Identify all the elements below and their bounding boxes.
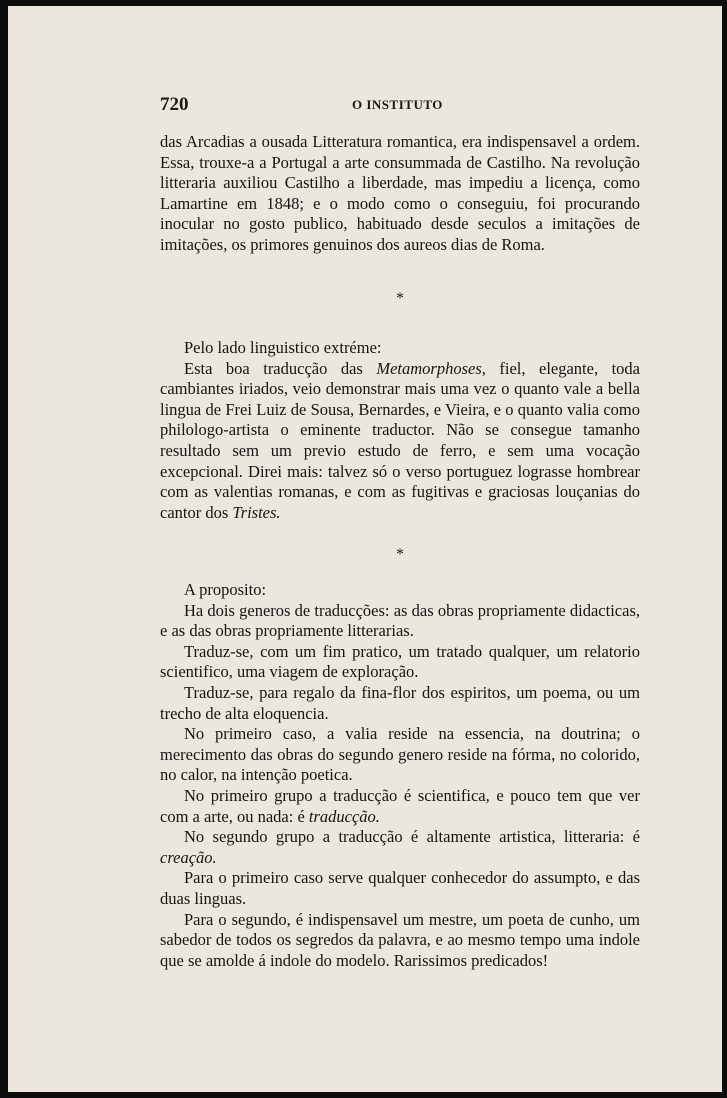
paragraph-conhecedor: Para o primeiro caso serve qualquer conhecedor do assumpto, e das duas linguas.: [160, 868, 640, 908]
paragraph-primeiro-grupo: [160, 786, 640, 827]
paragraph-mestre: Para o segundo, é indispensavel um mestre, um poeta de cunho, um sabedor de todos os segredos da palavra, e ao mesmo tempo uma indole que se amolde á indole do modelo. Rarissimos predicados!: [160, 909, 640, 970]
page-number: 720: [160, 94, 189, 115]
intro-linguistico: Pelo lado linguistico extréme:: [184, 338, 382, 357]
paragraph-arcadias: das Arcadias a ousada Litteratura romantica, era indispensavel a ordem. Essa, trouxe-a a Portugal a arte consummada de Castilho. Na revolução litteraria auxiliou Castilho a liberdade, mas impediu a licença, como Lamartine em 1848; e o modo como o conseguiu, foi procurando inocular no gosto publico, habituado desde seculos a imitações de imitações, os primores genuinos dos aureos dias de Roma.: [160, 132, 640, 254]
paragraph-primeiro-caso: No primeiro caso, a valia reside na essencia, na doutrina; o merecimento das obras do segundo genero reside na fórma, no colorido, no calor, na intenção poetica.: [160, 724, 640, 785]
emphasis-traduccao: traducção.: [308, 806, 380, 826]
intro-proposito: A proposito:: [184, 580, 267, 599]
section-separator-2: *: [396, 546, 404, 563]
section-separator-1: *: [396, 290, 404, 307]
section-proposito: [160, 580, 640, 971]
paragraph-fina-flor: Traduz-se, para regalo da fina-flor dos espiritos, um poema, ou um trecho de alta eloquencia.: [160, 682, 640, 723]
text-span: Esta boa traducção das: [184, 358, 377, 378]
paragraph-fim-pratico: Traduz-se, com um fim pratico, um tratado qualquer, um relatorio scientifico, uma viagem de exploração.: [160, 641, 640, 682]
paragraph-segundo-grupo: [160, 827, 640, 868]
running-title: O INSTITUTO: [352, 97, 443, 112]
emphasis-creacao: creação.: [160, 847, 217, 867]
page-header: [160, 94, 630, 118]
paragraph-metamorphoses: [160, 359, 640, 524]
text-span: fiel, elegante, toda cambiantes iriados, veio demonstrar mais uma vez o quanto vale a bella lingua de Frei Luiz de Sousa, Bernardes, e Vieira, e o quanto valia como philologo-artista o eminente traductor. Não se consegue tamanho resultado sem um previo estudo de ferro, e sem uma vocação excepcional. Direi mais: talvez só o verso portuguez lograsse hombrear com as valentias romanas, e com as fugitivas e graciosas louçanias do cantor dos: [160, 358, 640, 522]
section-linguistico: [160, 338, 640, 523]
paragraph-generos: Ha dois generos de traducções: as das obras propriamente didacticas, e as das obras propriamente litterarias.: [160, 600, 640, 641]
book-title-tristes: Tristes.: [232, 502, 281, 522]
text-span: No primeiro grupo a traducção é scientifica, e pouco tem que ver com a arte, ou nada: é: [160, 785, 640, 826]
book-title-metamorphoses: Metamorphoses,: [376, 358, 486, 378]
book-page: [8, 6, 722, 1092]
section-arcadias: [160, 132, 640, 256]
text-span: No segundo grupo a traducção é altamente artistica, litteraria: é: [184, 827, 640, 847]
